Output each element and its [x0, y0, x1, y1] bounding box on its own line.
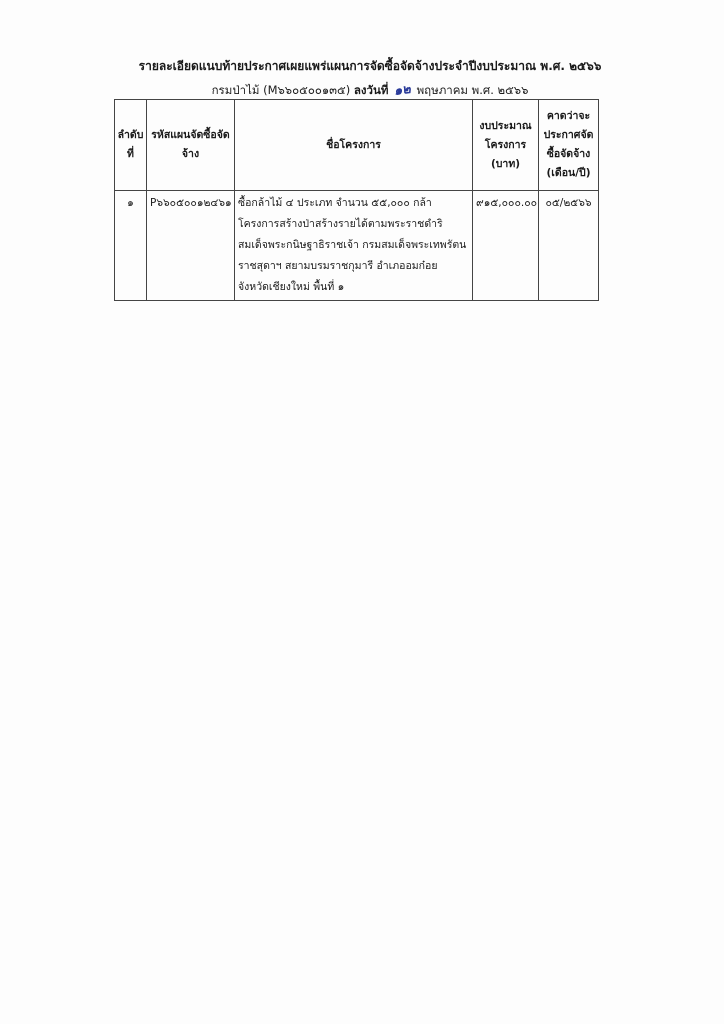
cell-budget: ๙๑๕,๐๐๐.๐๐ [473, 191, 539, 301]
header-budget: งบประมาณโครงการ (บาท) [473, 100, 539, 191]
table-row [115, 191, 599, 301]
department-code: กรมป่าไม้ (M๖๖๐๕๐๐๑๓๕) [211, 83, 351, 97]
document-subtitle [120, 82, 620, 99]
header-announce-period: คาดว่าจะประกาศจัดซื้อจัดจ้าง (เดือน/ปี) [539, 100, 599, 191]
header-plan-code: รหัสแผนจัดซื้อจัดจ้าง [147, 100, 235, 191]
cell-seq: ๑ [115, 191, 147, 301]
procurement-plan-table [114, 99, 599, 301]
date-label: ลงวันที่ [353, 83, 389, 97]
header-seq: ลำดับที่ [115, 100, 147, 191]
document-title: รายละเอียดแนบท้ายประกาศเผยแพร่แผนการจัดซื้อจัดจ้างประจำปีงบประมาณ พ.ศ. ๒๕๖๖ [138, 59, 602, 73]
handwritten-day: ๑๒ [393, 81, 412, 100]
date-month-year: พฤษภาคม พ.ศ. ๒๕๖๖ [416, 83, 529, 97]
header-project-name: ชื่อโครงการ [235, 100, 473, 191]
cell-plan-code: P๖๖๐๕๐๐๑๒๔๖๑ [147, 191, 235, 301]
cell-project-name: ซื้อกล้าไม้ ๔ ประเภท จำนวน ๕๕,๐๐๐ กล้า โครงการสร้างป่าสร้างรายได้ตามพระราชดำริ สมเด็จพระกนิษฐาธิราชเจ้า กรมสมเด็จพระเทพรัตนราชสุดาฯ สยามบรมราชกุมารี อำเภออมก๋อย จังหวัดเชียงใหม่ พื้นที่ ๑ [235, 191, 473, 301]
cell-announce-period: ๐๕/๒๕๖๖ [539, 191, 599, 301]
table-header-row [115, 100, 599, 191]
